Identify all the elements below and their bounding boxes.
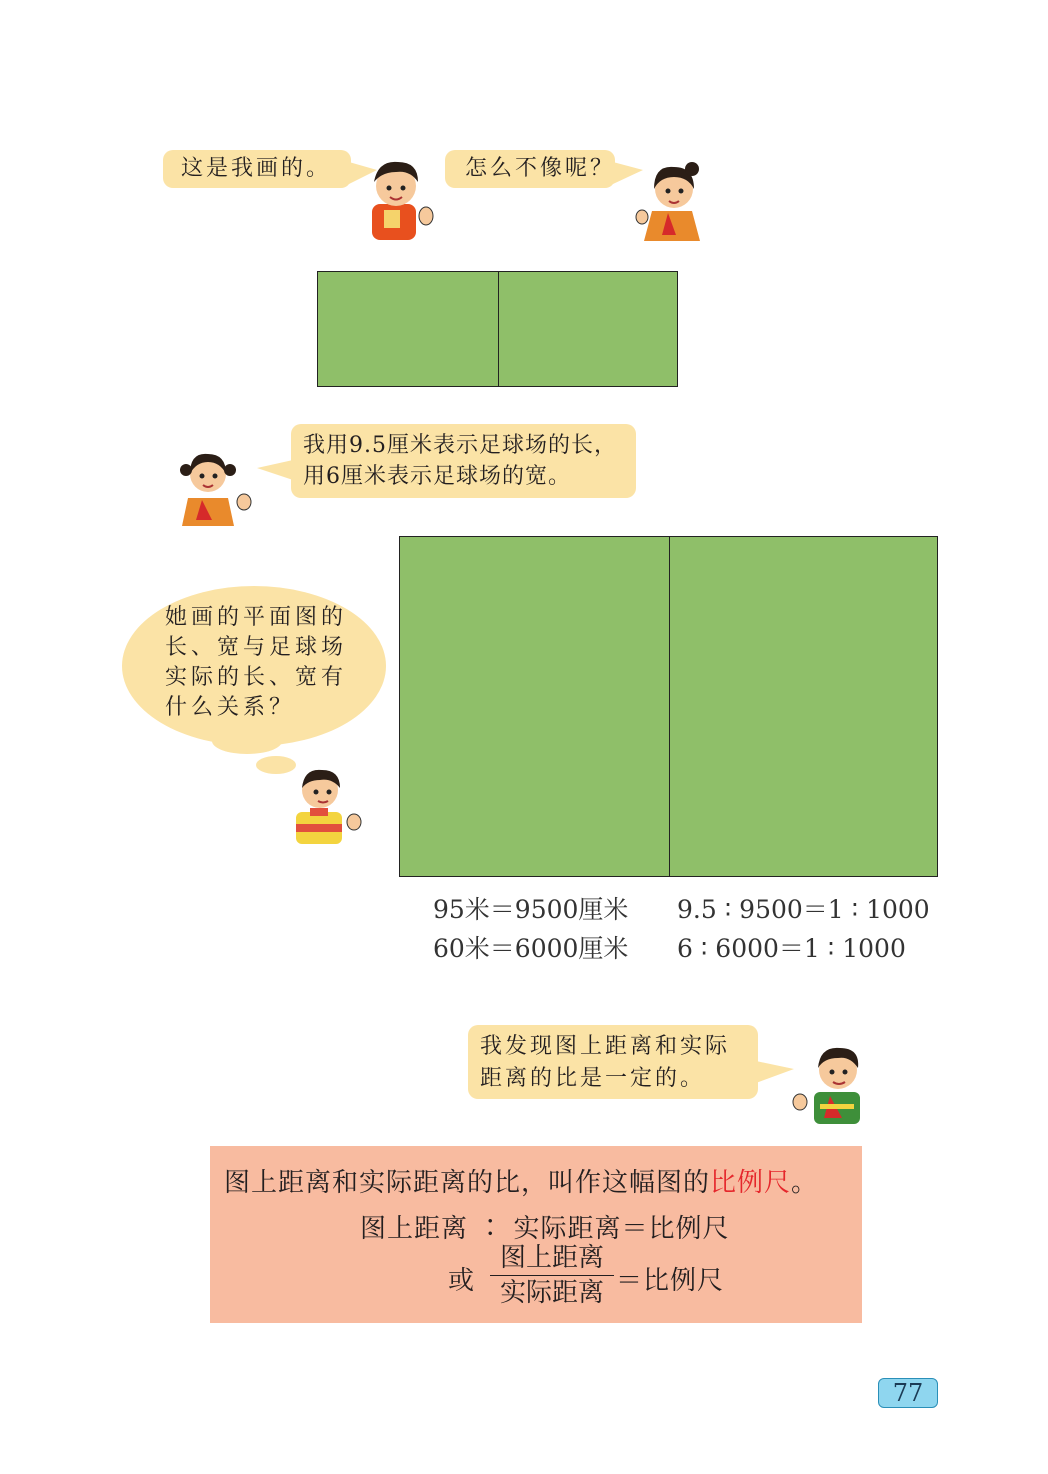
girl-illustration-middle [178,444,258,526]
formula-or: 或 [448,1266,476,1296]
speech-bubble-girl-top [445,150,615,188]
bubble-line-2: 用6厘米表示足球场的宽。 [303,464,571,489]
equation-width-ratio: 6 ∶ 6000＝1 ∶ 1000 [677,934,906,963]
girl-illustration-top [632,155,712,243]
field-midline [669,537,670,876]
field-drawing-small [317,271,678,387]
thought-line-2: 长、宽与足球场 [165,635,348,660]
bubble-line-1: 我发现图上距离和实际 [480,1034,731,1059]
fraction-numerator: 图上距离 [499,1243,604,1273]
definition-sentence [224,1162,818,1199]
thought-bubble-dot-1 [212,728,282,754]
page-number: 77 [878,1378,938,1408]
boy-illustration-bottom [790,1042,870,1124]
thought-line-1: 她画的平面图的 [165,605,348,630]
definition-box [210,1146,862,1323]
thought-line-4: 什么关系？ [165,695,296,720]
speech-bubble-boy-bottom [468,1025,758,1099]
fraction-denominator: 实际距离 [499,1278,604,1308]
bubble-text: 怎么不像呢？ [465,156,616,181]
equation-length-ratio: 9.5 ∶ 9500＝1 ∶ 1000 [677,895,930,924]
bubble-line-2: 距离的比是一定的。 [480,1066,706,1091]
definition-term: 比例尺 [710,1168,792,1198]
formula-rhs: ＝比例尺 [616,1266,725,1296]
boy-illustration-middle [290,766,366,844]
fraction-bar [490,1275,614,1276]
equation-width-convert: 60米＝6000厘米 [433,934,629,963]
formula-ratio: 图上距离 ∶ 实际距离＝比例尺 [360,1214,730,1244]
field-drawing-large [399,536,938,877]
speech-bubble-girl-middle [291,424,636,498]
definition-prefix: 图上距离和实际距离的比，叫作这幅图的 [224,1168,711,1198]
thought-line-3: 实际的长、宽有 [165,665,348,690]
boy-illustration-top [360,152,440,242]
field-midline [498,272,499,386]
thought-bubble-text [165,603,347,723]
equation-length-convert: 95米＝9500厘米 [433,895,629,924]
speech-bubble-boy-top [163,150,351,188]
formula-fraction [490,1242,614,1309]
bubble-text: 这是我画的。 [181,156,332,181]
bubble-line-1: 我用9.5厘米表示足球场的长， [303,433,617,458]
definition-suffix: 。 [791,1168,819,1198]
